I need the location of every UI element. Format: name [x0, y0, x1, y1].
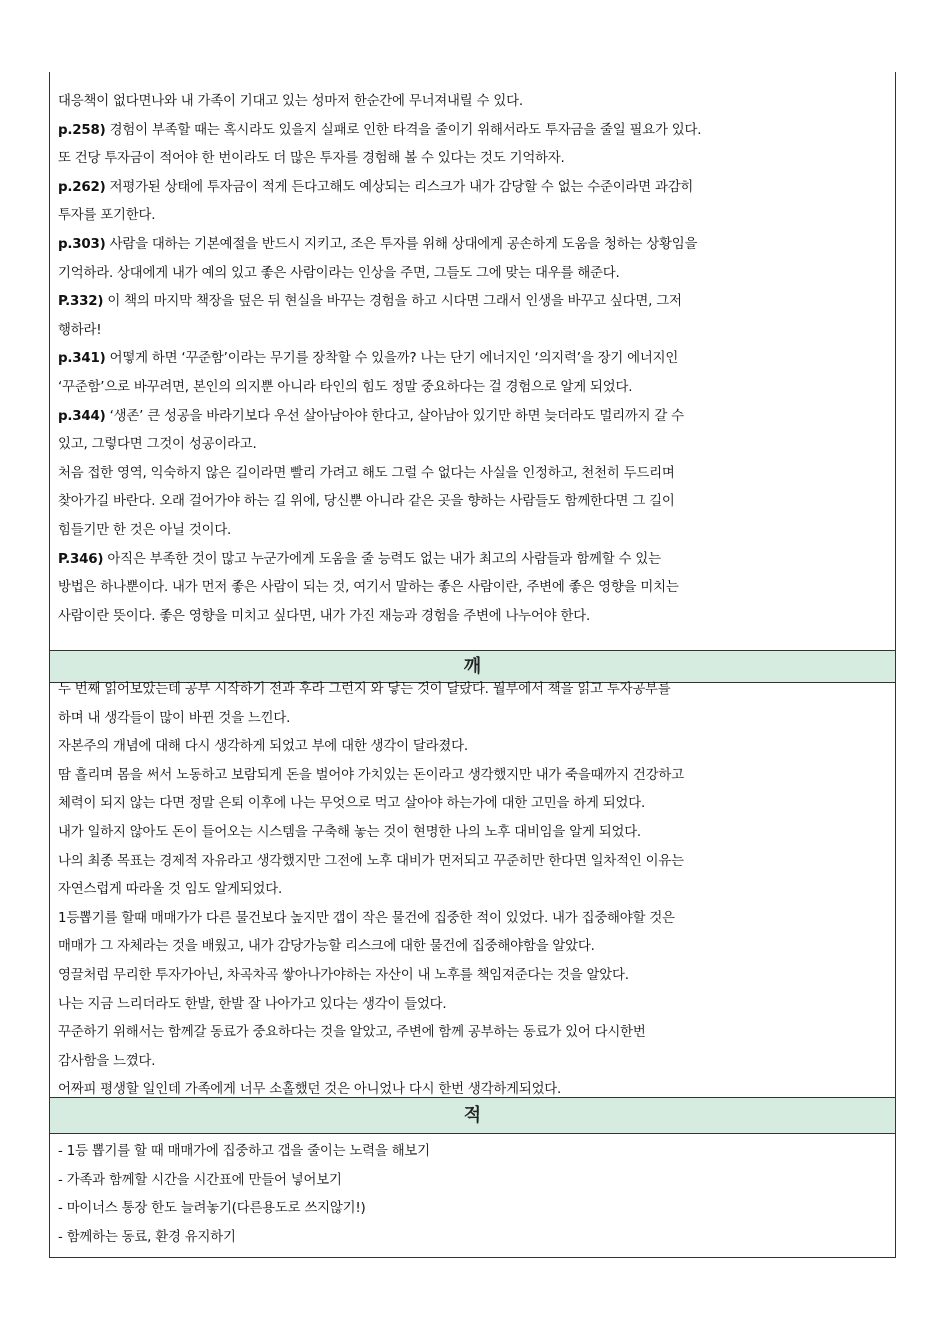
reflection-line: 체력이 되지 않는 다면 정말 은퇴 이후에 나는 무엇으로 먹고 살아야 하는가에 대한 고민을 하게 되었다.	[58, 796, 646, 812]
quote-text: 이 책의 마지막 책장을 덮은 뒤 현실을 바꾸는 경험을 하고 시다면 그래서 인생을 바꾸고 싶다면, 그저	[103, 294, 682, 310]
quote-text: 찾아가길 바란다. 오래 걸어가야 하는 길 위에, 당신뿐 아니라 같은 곳을 향하는 사람들도 함께한다면 그 길이	[58, 494, 675, 510]
quotes-section	[50, 88, 895, 631]
quote-text: 경험이 부족할 때는 혹시라도 있을지 실패로 인한 타격을 줄이기 위해서라도 투자금을 줄일 필요가 있다.	[105, 122, 702, 138]
quote-line	[58, 231, 889, 260]
quote-text: 처음 접한 영역, 익숙하지 않은 길이라면 빨리 가려고 해도 그럴 수 없다는 사실을 인정하고, 천천히 두드리며	[58, 465, 675, 481]
page-reference: P.332)	[58, 294, 104, 310]
reflection-line: 나의 최종 목표는 경제적 자유라고 생각했지만 그전에 노후 대비가 먼저되고 꾸준히만 한다면 일차적인 이유는	[58, 853, 684, 869]
quote-line	[58, 403, 889, 432]
reflection-line: 땀 흘리며 몸을 써서 노동하고 보람되게 돈을 벌어야 가치있는 돈이라고 생각했지만 내가 죽을때까지 건강하고	[58, 767, 684, 783]
quote-line	[58, 374, 889, 403]
quote-text: 방법은 하나뿐이다. 내가 먼저 좋은 사람이 되는 것, 여기서 말하는 좋은 사람이란, 주변에 좋은 영향을 미치는	[58, 580, 679, 596]
jeok-section	[50, 1138, 895, 1252]
page-reference: p.303)	[58, 236, 106, 252]
quote-text: 저평가된 상태에 투자금이 적게 든다고해도 예상되는 리스크가 내가 감당할 수 없는 수준이라면 과감히	[105, 179, 694, 195]
reflection-line: 1등뽑기를 할때 매매가가 다른 물건보다 높지만 갭이 작은 물건에 집중한 적이 있었다. 내가 집중해야할 것은	[58, 910, 675, 926]
reflection-line: 자연스럽게 따라올 것 임도 알게되었다.	[58, 882, 283, 898]
page-reference: p.344)	[58, 408, 106, 424]
quote-text: ‘생존’ 큰 성공을 바라기보다 우선 살아남아야 한다고, 살아남아 있기만 하면 늦더라도 멀리까지 갈 수	[105, 408, 684, 424]
quote-line	[58, 488, 889, 517]
quote-line	[58, 260, 889, 289]
quote-line	[58, 460, 889, 489]
quote-line	[58, 603, 889, 632]
quote-line	[58, 288, 889, 317]
action-item: - 가족과 함께할 시간을 시간표에 만들어 넣어보기	[58, 1172, 342, 1188]
quote-text: 어떻게 하면 ‘꾸준함’이라는 무기를 장착할 수 있을까? 나는 단기 에너지인 ‘의지력’을 장기 에너지인	[105, 351, 679, 367]
kkae-heading: 깨	[50, 650, 895, 683]
quote-line	[58, 174, 889, 203]
action-item: - 마이너스 통장 한도 늘려놓기(다른용도로 쓰지않기!)	[58, 1201, 366, 1217]
page-reference: p.341)	[58, 351, 106, 367]
quote-text: 사람이란 뜻이다. 좋은 영향을 미치고 싶다면, 내가 가진 재능과 경험을 주변에 나누어야 한다.	[58, 608, 591, 624]
quote-text: 아직은 부족한 것이 많고 누군가에게 도움을 줄 능력도 없는 내가 최고의 사람들과 함께할 수 있는	[103, 551, 661, 567]
page-reference: P.346)	[58, 551, 104, 567]
reflection-line: 하며 내 생각들이 많이 바뀐 것을 느낀다.	[58, 710, 291, 726]
reflection-line: 영끌처럼 무리한 투자가아닌, 차곡차곡 쌓아나가야하는 자산이 내 노후를 책임져준다는 것을 알았다.	[58, 967, 629, 983]
reflection-line: 감사함을 느꼈다.	[58, 1053, 156, 1069]
quote-line	[58, 574, 889, 603]
quote-text: 대응책이 없다면나와 내 가족이 기대고 있는 성마저 한순간에 무너져내릴 수 있다.	[58, 94, 523, 109]
reflection-line: 매매가 그 자체라는 것을 배웠고, 내가 감당가능할 리스크에 대한 물건에 집중해야함을 알았다.	[58, 939, 595, 955]
quote-line	[58, 546, 889, 575]
page-reference: p.262)	[58, 179, 106, 195]
quote-text: 투자를 포기한다.	[58, 208, 156, 224]
quote-line	[58, 145, 889, 174]
reflection-line: 내가 일하지 않아도 돈이 들어오는 시스템을 구축해 놓는 것이 현명한 나의 노후 대비임을 알게 되었다.	[58, 824, 641, 840]
jeok-heading: 적	[50, 1097, 895, 1134]
reflection-line: 꾸준하기 위해서는 함께갈 동료가 중요하다는 것을 알았고, 주변에 함께 공부하는 동료가 있어 다시한번	[58, 1025, 646, 1041]
action-item: - 함께하는 동료, 환경 유지하기	[58, 1229, 236, 1245]
reflection-line: 나는 지금 느리더라도 한발, 한발 잘 나아가고 있다는 생각이 들었다.	[58, 996, 447, 1012]
reflection-line: 자본주의 개념에 대해 다시 생각하게 되었고 부에 대한 생각이 달라졌다.	[58, 739, 468, 755]
review-table	[49, 72, 896, 1258]
quote-line	[58, 345, 889, 374]
quote-line	[58, 517, 889, 546]
quote-text: 또 건당 투자금이 적어야 한 번이라도 더 많은 투자를 경험해 볼 수 있다는 것도 기억하자.	[58, 151, 565, 167]
quote-line	[58, 88, 889, 117]
reflection-line: 어짜피 평생할 일인데 가족에게 너무 소홀했던 것은 아니었나 다시 한번 생각하게되었다.	[58, 1082, 562, 1098]
quote-text: 기억하라. 상대에게 내가 예의 있고 좋은 사람이라는 인상을 주면, 그들도 그에 맞는 대우를 해준다.	[58, 265, 620, 281]
quote-text: 사람을 대하는 기본예절을 반드시 지키고, 조은 투자를 위해 상대에게 공손하게 도움을 청하는 상황임을	[105, 236, 698, 252]
quote-line	[58, 202, 889, 231]
quote-line	[58, 317, 889, 346]
action-item: - 1등 뽑기를 할 때 매매가에 집중하고 갭을 줄이는 노력을 해보기	[58, 1144, 430, 1159]
page-reference: p.258)	[58, 122, 106, 138]
kkae-section	[50, 676, 895, 1105]
reflection-line: 두 번째 읽어보았는데 공부 시작하기 전과 후라 그런지 와 닿는 것이 달랐다. 월부에서 책을 읽고 투자공부를	[58, 682, 671, 697]
quote-text: ‘꾸준함’으로 바꾸려면, 본인의 의지뿐 아니라 타인의 힘도 정말 중요하다는 걸 경험으로 알게 되었다.	[58, 379, 633, 395]
quote-text: 행하라!	[58, 322, 102, 338]
quote-line	[58, 431, 889, 460]
quote-line	[58, 117, 889, 146]
quote-text: 있고, 그렇다면 그것이 성공이라고.	[58, 437, 257, 453]
quote-text: 힘들기만 한 것은 아닐 것이다.	[58, 522, 232, 538]
